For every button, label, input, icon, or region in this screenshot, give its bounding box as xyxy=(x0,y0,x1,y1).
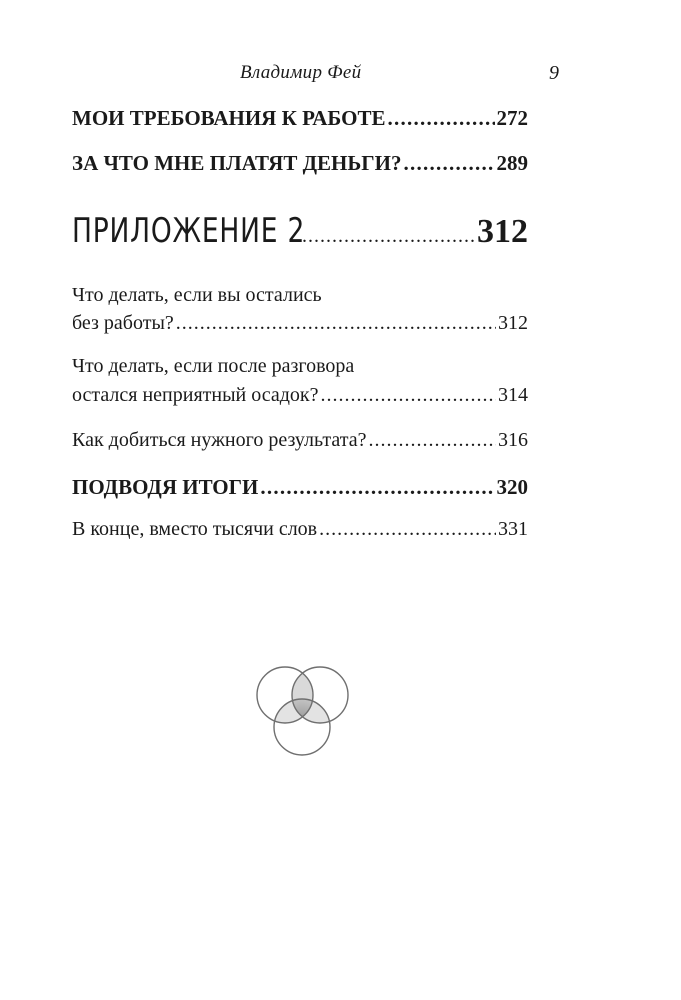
page-number: 9 xyxy=(549,62,559,84)
toc-entry-page: 320 xyxy=(496,475,528,499)
leader-dots xyxy=(368,429,496,452)
leader-dots xyxy=(296,225,475,248)
appendix-title: ПРИЛОЖЕНИЕ 2 xyxy=(72,211,306,251)
toc-subentry-title-line2: без работы? xyxy=(72,312,174,334)
leader-dots xyxy=(319,518,496,541)
toc-entry xyxy=(72,475,528,500)
toc-entry-title: МОИ ТРЕБОВАНИЯ К РАБОТЕ xyxy=(72,106,386,130)
leader-dots xyxy=(260,475,494,500)
three-circles-ornament-icon xyxy=(250,663,356,764)
toc-subentry-title-line1: Что делать, если вы остались xyxy=(72,284,322,306)
toc-subentry xyxy=(72,518,528,541)
toc-entry-title: ПОДВОДЯ ИТОГИ xyxy=(72,475,259,499)
leader-dots xyxy=(176,312,496,335)
leader-dots xyxy=(387,106,494,131)
toc-entry xyxy=(72,151,528,176)
toc-entry-page: 289 xyxy=(496,151,528,175)
toc-subentry-title-line1: Что делать, если после разговора xyxy=(72,355,355,377)
toc-subentry-page: 316 xyxy=(498,429,528,451)
leader-dots xyxy=(321,384,496,407)
toc-subentry-title: В конце, вместо тысячи слов xyxy=(72,518,318,540)
toc-subentry xyxy=(72,429,528,452)
author-name: Владимир Фей xyxy=(240,62,362,83)
toc-subentry-title-line2: остался неприятный осадок? xyxy=(72,384,319,406)
toc-entry-page: 272 xyxy=(496,106,528,130)
leader-dots xyxy=(403,151,494,176)
appendix-page: 312 xyxy=(477,213,528,250)
toc-entry xyxy=(72,106,528,131)
toc-subentry-title: Как добиться нужного результата? xyxy=(72,429,367,451)
toc-subentry-page: 331 xyxy=(498,518,528,540)
toc-subentry-page: 314 xyxy=(498,384,528,406)
toc-subentry-page: 312 xyxy=(498,312,528,334)
toc-appendix-entry xyxy=(72,211,528,251)
toc-entry-title: ЗА ЧТО МНЕ ПЛАТЯТ ДЕНЬГИ? xyxy=(72,151,402,175)
